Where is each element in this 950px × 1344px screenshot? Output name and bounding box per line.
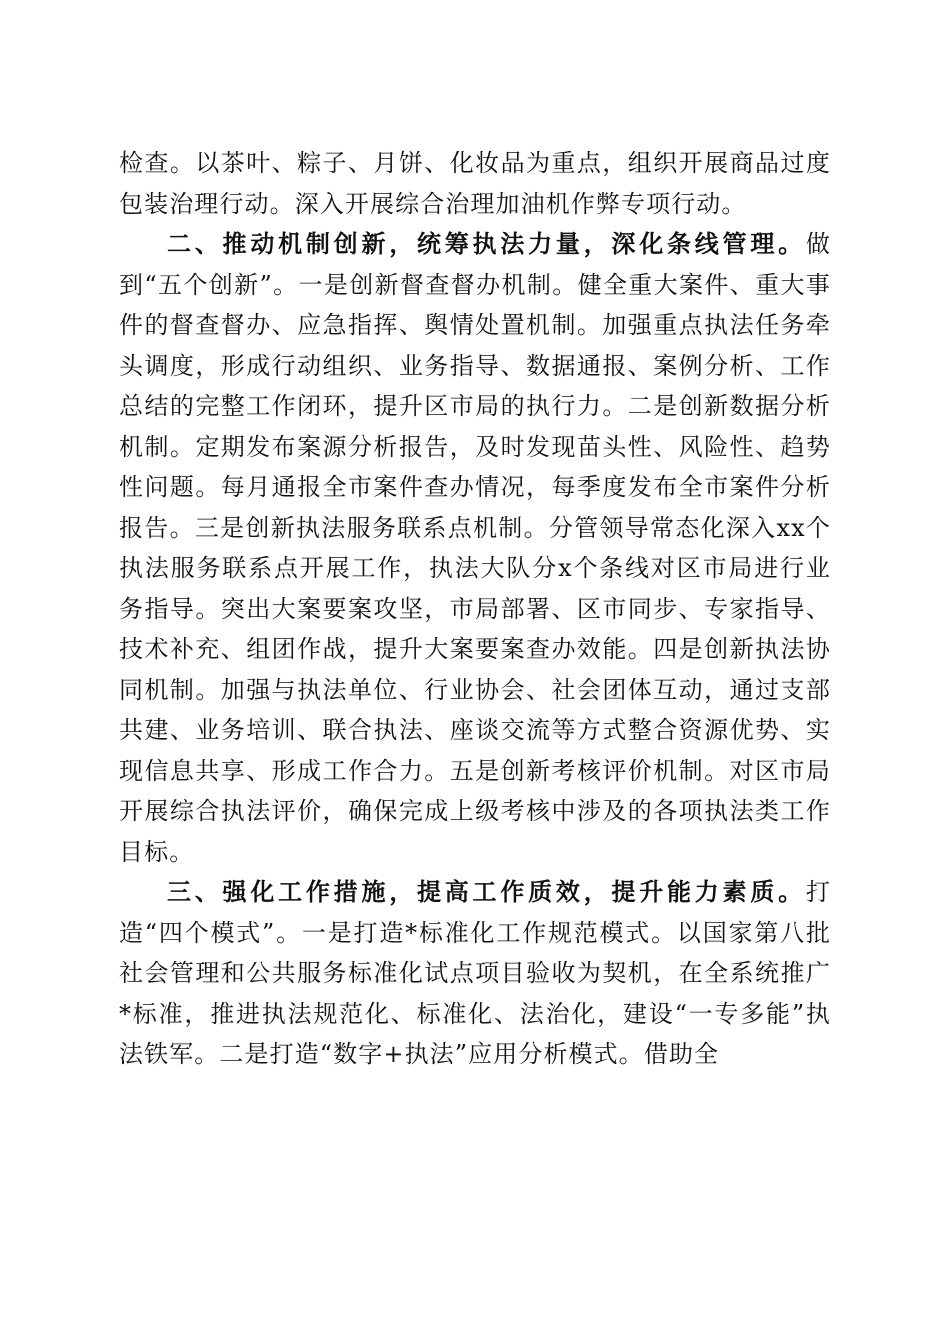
paragraph-section-two [119,224,831,872]
paragraph-continuation [119,143,831,224]
section-three-text: 打造“四个模式”。一是打造*标准化工作规范模式。以国家第八批社会管理和公共服务标准化试点项目验收为契机，在全系统推广*标准，推进执法规范化、标准化、法治化，建设“一专多能”执法铁军。二是打造“数字+执法”应用分析模式。借助全 [119,878,831,1068]
section-two-heading: 二、推动机制创新，统筹执法力量，深化条线管理。 [167,230,806,258]
paragraph-section-three [119,872,831,1075]
section-three-heading: 三、强化工作措施，提高工作质效，提升能力素质。 [167,878,806,906]
document-body [119,143,831,1075]
paragraph-text: 检查。以茶叶、粽子、月饼、化妆品为重点，组织开展商品过度包装治理行动。深入开展综合治理加油机作弊专项行动。 [119,149,831,218]
section-two-text: 做到“五个创新”。一是创新督查督办机制。健全重大案件、重大事件的督查督办、应急指挥、舆情处置机制。加强重点执法任务牵头调度，形成行动组织、业务指导、数据通报、案例分析、工作总结的完整工作闭环，提升区市局的执行力。二是创新数据分析机制。定期发布案源分析报告，及时发现苗头性、风险性、趋势性问题。每月通报全市案件查办情况，每季度发布全市案件分析报告。三是创新执法服务联系点机制。分管领导常态化深入xx个执法服务联系点开展工作，执法大队分x个条线对区市局进行业务指导。突出大案要案攻坚，市局部署、区市同步、专家指导、技术补充、组团作战，提升大案要案查办效能。四是创新执法协同机制。加强与执法单位、行业协会、社会团体互动，通过支部共建、业务培训、联合执法、座谈交流等方式整合资源优势、实现信息共享、形成工作合力。五是创新考核评价机制。对区市局开展综合执法评价，确保完成上级考核中涉及的各项执法类工作目标。 [119,230,831,866]
